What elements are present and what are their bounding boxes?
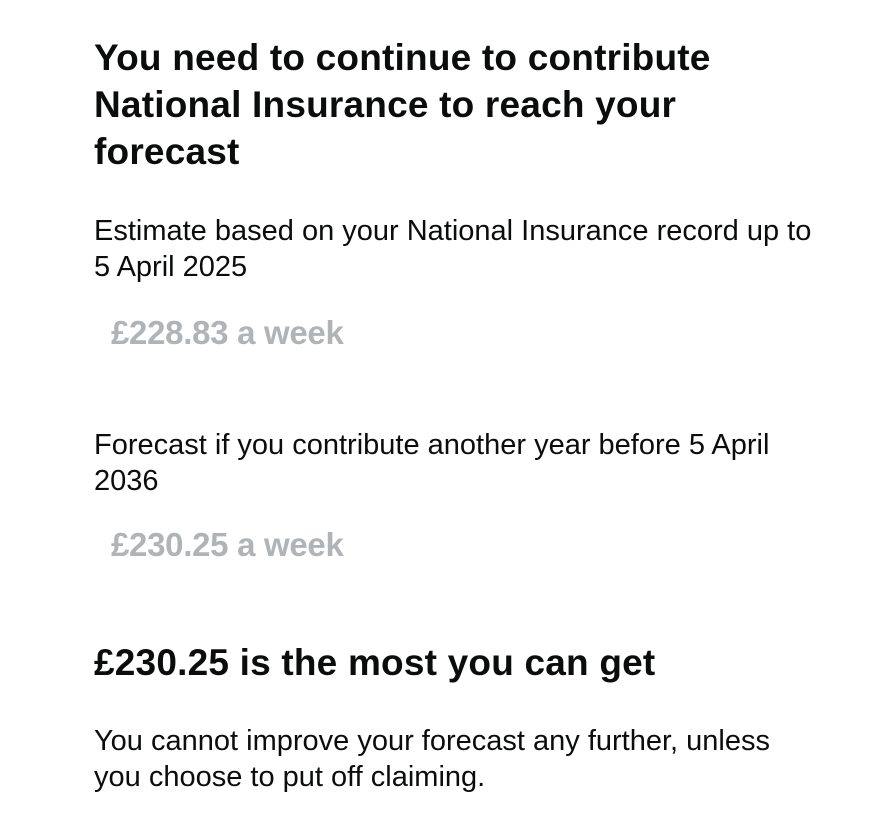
forecast-content: [94, 34, 834, 795]
forecast-description: Forecast if you contribute another year before 5 April 2036: [94, 429, 770, 497]
maximum-amount-heading: £230.25 is the most you can get: [94, 642, 656, 683]
forecast-amount-value: £230.25: [111, 526, 229, 563]
forecast-amount: [94, 525, 834, 565]
estimate-amount-unit: a week: [237, 314, 344, 351]
forecast-amount-unit: a week: [237, 526, 344, 563]
estimate-description: Estimate based on your National Insurance record up to 5 April 2025: [94, 215, 812, 283]
estimate-amount: [94, 313, 834, 353]
estimate-amount-value: £228.83: [111, 314, 229, 351]
maximum-amount-description: You cannot improve your forecast any further, unless you choose to put off claiming.: [94, 725, 770, 793]
page-title: You need to continue to contribute National Insurance to reach your forecast: [94, 37, 711, 172]
